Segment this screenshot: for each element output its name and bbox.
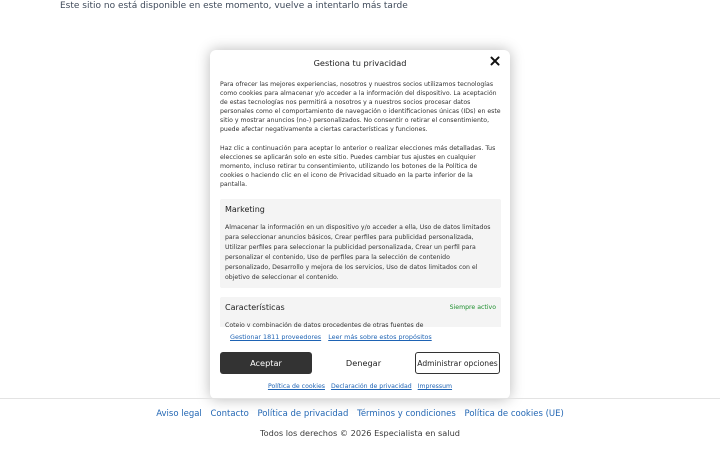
always-active-badge: Siempre activo bbox=[449, 304, 496, 311]
close-icon[interactable] bbox=[489, 55, 501, 67]
footer-link-terms[interactable]: Términos y condiciones bbox=[357, 409, 456, 419]
footer-link-privacy[interactable]: Política de privacidad bbox=[257, 409, 349, 419]
dialog-footer-links bbox=[210, 383, 510, 390]
category-title: Marketing bbox=[225, 205, 265, 214]
instructions-text: Haz clic a continuación para aceptar lo anterior o realizar elecciones más detalladas. Tus elecciones se aplicarán solo en este sitio. Puedes cambiar tus ajustes en cualquier momento, incluso retirar tu consentimiento, utilizando los botones de la Política de cookies o haciendo clic en el icono de Privacidad situado en la parte inferior de la pantalla. bbox=[220, 145, 496, 188]
deny-button[interactable]: Denegar bbox=[345, 358, 382, 368]
manage-options-button[interactable]: Administrar opciones bbox=[415, 352, 500, 374]
consent-scroll-area[interactable] bbox=[220, 80, 501, 327]
dialog-title: Gestiona tu privacidad bbox=[313, 58, 407, 68]
cookie-policy-link[interactable]: Política de cookies bbox=[267, 383, 325, 390]
category-title: Características bbox=[225, 303, 285, 312]
footer-link-contact[interactable]: Contacto bbox=[210, 409, 249, 419]
copyright-text: Todos los derechos © 2026 Especialista en salud bbox=[260, 428, 460, 438]
impressum-link[interactable]: Impressum bbox=[417, 383, 453, 390]
read-purposes-link[interactable]: Leer más sobre estos propósitos bbox=[328, 333, 432, 341]
category-description: Cotejo y combinación de datos procedentes de otras fuentes de bbox=[225, 322, 424, 327]
category-marketing[interactable] bbox=[220, 199, 501, 288]
vendor-links bbox=[230, 333, 437, 341]
category-description: Almacenar la información en un dispositivo y/o acceder a ella, Uso de datos limitados para seleccionar anuncios básicos, Crear perfiles para publicidad personalizada, Utilizar perfiles para seleccionar la publicidad personalizada, Crear un perfil para personalizar el contenido, Uso de perfiles para la selección de contenido personalizado, Desarrollo y mejora de los servicios, Uso de datos limitados con el objetivo de seleccionar el contenido. bbox=[225, 224, 491, 281]
footer-link-legal[interactable]: Aviso legal bbox=[156, 409, 202, 419]
privacy-consent-dialog bbox=[210, 50, 510, 399]
manage-vendors-link[interactable]: Gestionar 1811 proveedores bbox=[230, 333, 322, 341]
category-features[interactable] bbox=[220, 297, 501, 327]
intro-text: Para ofrecer las mejores experiencias, nosotros y nuestros socios utilizamos tecnologías como cookies para almacenar y/o acceder a la información del dispositivo. La aceptación de estas tecnologías nos permitirá a nosotros y a nuestros socios procesar datos personales como el comportamiento de navegación o identificaciones únicas (IDs) en este sitio y mostrar anuncios (no-) personalizados. No consentir o retirar el consentimiento, puede afectar negativamente a ciertas características y funciones. bbox=[220, 81, 501, 133]
footer-divider bbox=[0, 398, 720, 399]
footer-link-cookies[interactable]: Política de cookies (UE) bbox=[464, 409, 564, 419]
site-footer-nav bbox=[0, 409, 720, 419]
privacy-statement-link[interactable]: Declaración de privacidad bbox=[330, 383, 412, 390]
accept-button[interactable]: Aceptar bbox=[220, 352, 312, 374]
unavailable-notice: Este sitio no está disponible en este momento, vuelve a intentarlo más tarde bbox=[60, 1, 408, 11]
